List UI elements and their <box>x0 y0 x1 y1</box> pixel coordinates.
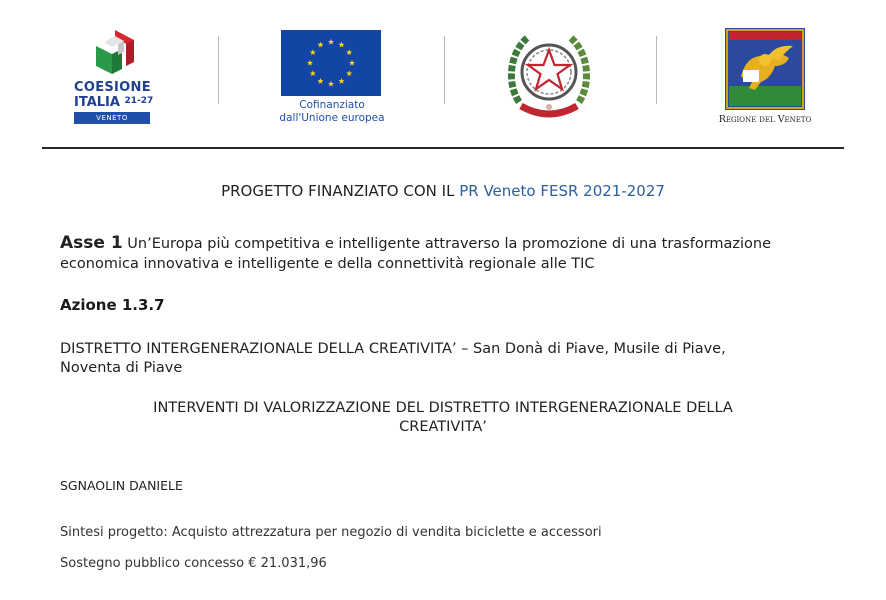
public-support-amount: Sostegno pubblico concesso € 21.031,96 <box>60 556 327 571</box>
coesione-italia-logo <box>70 28 160 128</box>
veneto-band: VENETO <box>74 112 150 124</box>
interventi-line2: CREATIVITA’ <box>399 419 487 435</box>
project-summary: Sintesi progetto: Acquisto attrezzatura per negozio di vendita biciclette e accessori <box>60 525 602 540</box>
eu-cofinanced-logo <box>272 27 392 127</box>
logo-divider <box>656 36 657 104</box>
eu-flag-icon <box>281 30 381 96</box>
logo-divider <box>444 36 445 104</box>
eu-star-icon <box>317 78 323 84</box>
eu-star-icon <box>346 70 352 76</box>
distretto-line1: DISTRETTO INTERGENERAZIONALE DELLA CREATIVITA’ – San Donà di Piave, Musile di Piave, <box>60 341 726 357</box>
eu-star-icon <box>346 49 352 55</box>
lion-of-saint-mark-icon <box>705 26 825 112</box>
eu-star-icon <box>307 60 313 66</box>
eu-star-icon <box>310 49 316 55</box>
eu-star-icon <box>310 70 316 76</box>
eu-caption-line2: dall'Unione europea <box>279 112 385 124</box>
regione-veneto-logo <box>705 26 825 130</box>
eu-caption-line1: Cofinanziato <box>299 99 365 111</box>
eu-star-icon <box>349 60 355 66</box>
eu-star-icon <box>338 42 344 48</box>
beneficiary-name: SGNAOLIN DANIELE <box>60 478 183 493</box>
eu-star-icon <box>317 42 323 48</box>
header-rule <box>42 147 844 149</box>
azione-label: Azione 1.3.7 <box>60 296 165 314</box>
page-title: PROGETTO FINANZIATO CON IL PR Veneto FESR 2021-2027 <box>221 182 665 200</box>
italian-republic-emblem-icon <box>505 24 593 124</box>
regione-caption: Regione del Veneto <box>718 114 812 125</box>
coesione-text: COESIONE <box>74 80 151 95</box>
interventi-line1: INTERVENTI DI VALORIZZAZIONE DEL DISTRETTO INTERGENERAZIONALE DELLA <box>153 400 733 416</box>
eu-star-icon <box>338 78 344 84</box>
asse-text-continued: economica innovativa e intelligente e della connettività regionale alle TIC <box>60 256 595 272</box>
asse-text: Un’Europa più competitiva e intelligente attraverso la promozione di una trasformazione <box>127 236 772 252</box>
logo-divider <box>218 36 219 104</box>
program-name: PR Veneto FESR 2021-2027 <box>459 182 665 200</box>
italia-text: ITALIA $^{21-27}$ <box>74 95 154 110</box>
asse-label: Asse 1 <box>60 233 123 253</box>
asse-line <box>60 233 771 253</box>
italian-republic-emblem <box>505 24 593 124</box>
eu-star-icon <box>328 81 334 87</box>
distretto-line2: Noventa di Piave <box>60 360 183 376</box>
eu-star-icon <box>328 39 334 45</box>
logo-header <box>0 0 886 140</box>
coesione-cube-icon <box>90 28 140 78</box>
